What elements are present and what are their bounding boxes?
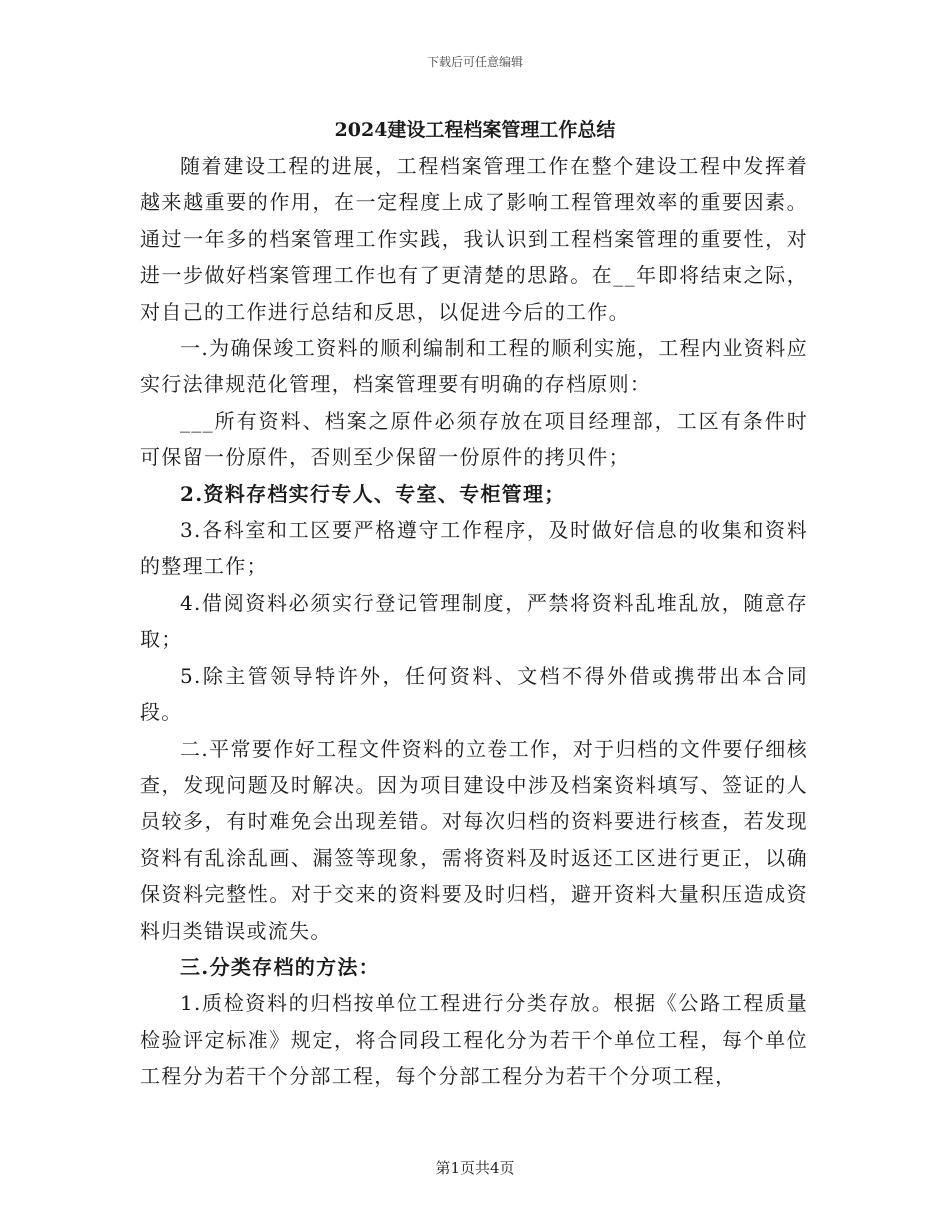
document-body (140, 148, 808, 1095)
paragraph-item-5: 5.除主管领导特许外，任何资料、文档不得外借或携带出本合同段。 (140, 663, 808, 725)
paragraph-item-2: 2.资料存档实行专人、专室、专柜管理； (180, 481, 566, 506)
paragraph-item-4: 4.借阅资料必须实行登记管理制度，严禁将资料乱堆乱放，随意存取； (140, 590, 808, 652)
paragraph-section-2: 二.平常要作好工程文件资料的立卷工作，对于归档的文件要仔细核查，发现问题及时解决。因为项目建设中涉及档案资料填写、签证的人员较多，有时难免会出现差错。对每次归档的资料要进行核查，若发现资料有乱涂乱画、漏签等现象，需将资料及时返还工区进行更正，以确保资料完整性。对于交来的资料要及时归档，避开资料大量积压造成资料归类错误或流失。 (140, 736, 808, 943)
paragraph-section-1: 一.为确保竣工资料的顺利编制和工程的顺利实施，工程内业资料应实行法律规范化管理，档案管理要有明确的存档原则： (140, 336, 808, 397)
paragraph-item-1: ___所有资料、档案之原件必须存放在项目经理部，工区有条件时可保留一份原件，否则至少保留一份原件的拷贝件； (140, 408, 808, 470)
paragraph-section-3-heading: 三.分类存档的方法： (180, 954, 380, 979)
document-title: 2024建设工程档案管理工作总结 (334, 119, 616, 141)
page-number: 第1页共4页 (435, 1159, 515, 1177)
page-header: 下载后可任意编辑 (426, 55, 523, 69)
paragraph-intro: 随着建设工程的进展，工程档案管理工作在整个建设工程中发挥着越来越重要的作用，在一定程度上成了影响工程管理效率的重要因素。通过一年多的档案管理工作实践，我认识到工程档案管理的重要性，对进一步做好档案管理工作也有了更清楚的思路。在__年即将结束之际，对自己的工作进行总结和反思，以促进今后的工作。 (140, 154, 808, 324)
paragraph-section-3-item-1: 1.质检资料的归档按单位工程进行分类存放。根据《公路工程质量检验评定标准》规定，将合同段工程化分为若干个单位工程，每个单位工程分为若干个分部工程，每个分部工程分为若干个分项工程， (140, 991, 808, 1089)
paragraph-item-3: 3.各科室和工区要严格遵守工作程序，及时做好信息的收集和资料的整理工作； (140, 518, 808, 579)
